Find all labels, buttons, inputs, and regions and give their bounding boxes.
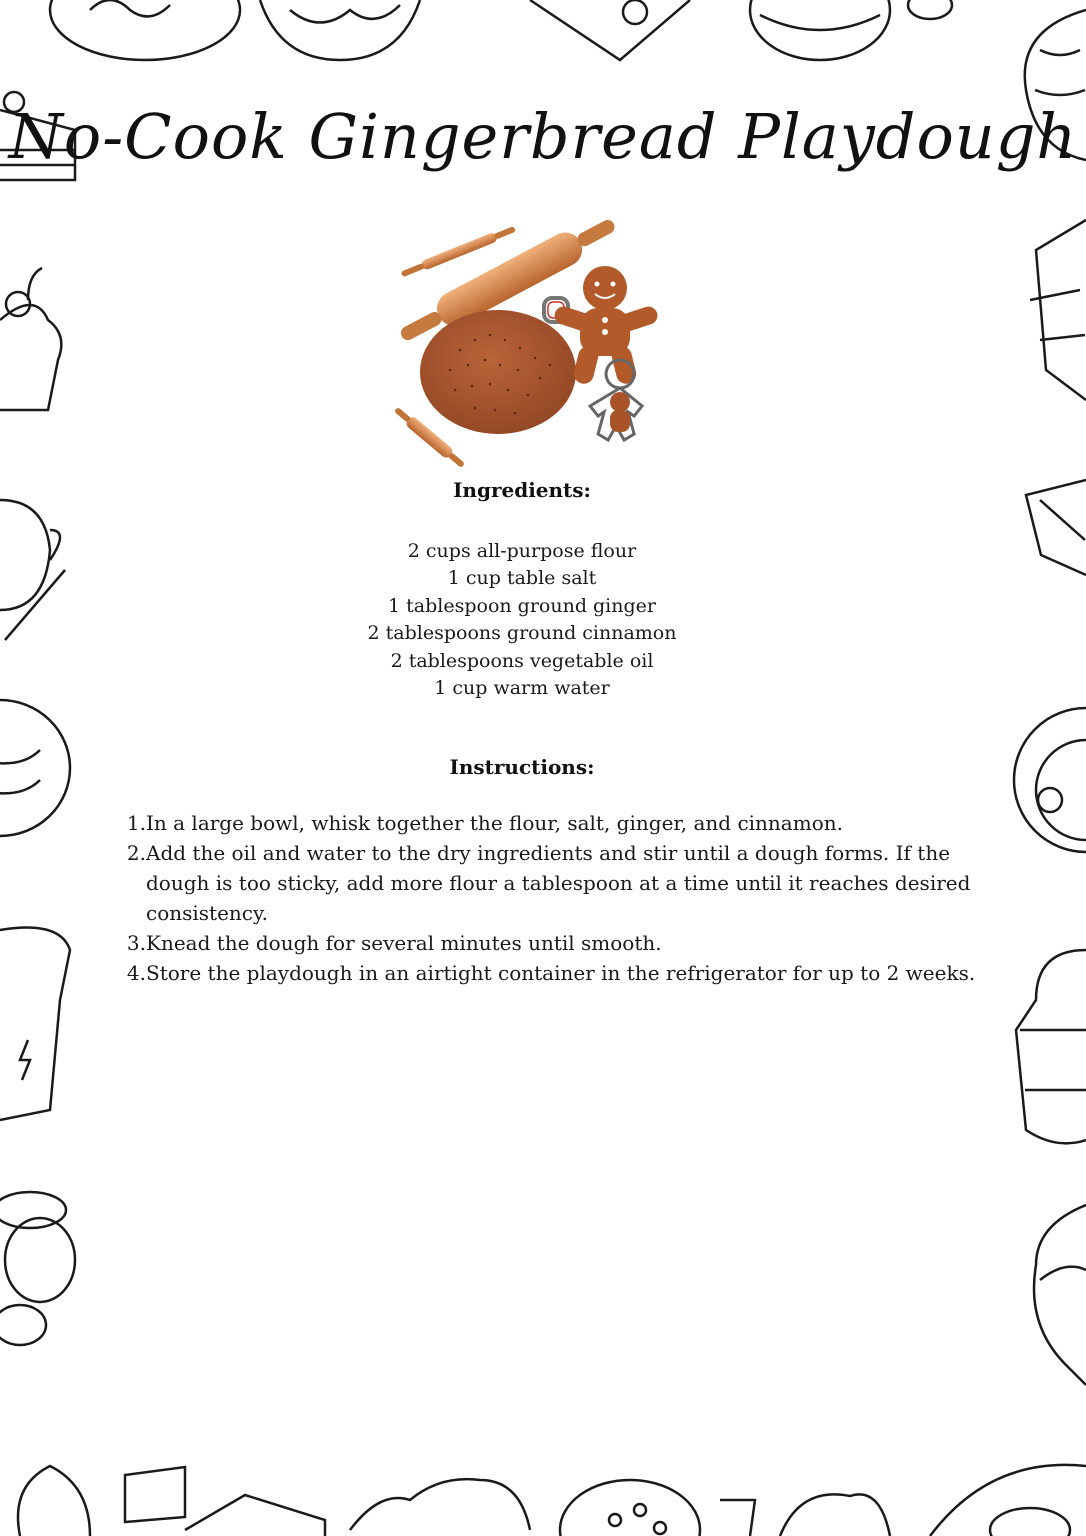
pastry-basket-sketch-icon bbox=[350, 1479, 530, 1530]
step-text: In a large bowl, whisk together the flour, salt, ginger, and cinnamon. bbox=[146, 811, 843, 835]
pie-slice-sketch-icon bbox=[530, 0, 690, 60]
instruction-step bbox=[126, 958, 986, 988]
ingredients-heading: Ingredients: bbox=[453, 478, 591, 502]
step-number: 4. bbox=[126, 961, 146, 985]
rolled-dough-icon bbox=[420, 310, 576, 434]
ingredient-item: 1 tablespoon ground ginger bbox=[388, 594, 656, 617]
step-number: 3. bbox=[126, 931, 146, 955]
ingredient-item: 2 tablespoons vegetable oil bbox=[390, 649, 654, 672]
round-plate-sketch-icon bbox=[1014, 708, 1086, 852]
ingredient-item: 2 cups all-purpose flour bbox=[407, 540, 637, 562]
bread-stack-sketch-icon bbox=[1036, 220, 1086, 400]
stacked-plates-sketch-icon bbox=[0, 1192, 66, 1228]
salad-bowl-sketch-icon bbox=[560, 1480, 700, 1536]
instructions-list bbox=[126, 808, 986, 988]
fish-plate-sketch-icon bbox=[930, 1465, 1086, 1536]
ingredients-list bbox=[0, 538, 1044, 702]
wrap-sketch-icon bbox=[0, 928, 70, 1121]
ingredient-item: 2 tablespoons ground cinnamon bbox=[367, 622, 677, 645]
step-text: Add the oil and water to the dry ingredients and stir until a dough forms. If the dough is too sticky, add more flour a tablespoon at a time until it reaches desired consistency. bbox=[146, 841, 971, 925]
instructions-heading: Instructions: bbox=[449, 755, 595, 779]
step-text: Store the playdough in an airtight container in the refrigerator for up to 2 weeks. bbox=[146, 961, 976, 985]
strawberry-sketch-icon bbox=[18, 1466, 90, 1536]
lettuce-sketch-icon bbox=[260, 0, 420, 60]
plate-sketch-icon bbox=[50, 0, 240, 60]
instruction-step bbox=[126, 838, 986, 928]
step-number: 2. bbox=[126, 841, 146, 865]
bun-sketch-icon bbox=[1034, 1205, 1086, 1385]
step-text: Knead the dough for several minutes until smooth. bbox=[146, 931, 662, 955]
jar-sketch-icon bbox=[1016, 950, 1086, 1143]
bowl-sketch-icon bbox=[750, 0, 890, 60]
gingerbread-illustration bbox=[380, 210, 670, 480]
recipe-title: No-Cook Gingerbread Playdough bbox=[8, 100, 1078, 173]
cupcake-sketch-icon bbox=[0, 305, 61, 410]
instruction-step bbox=[126, 928, 986, 958]
ingredient-item: 1 cup table salt bbox=[447, 567, 597, 590]
instruction-step bbox=[126, 808, 986, 838]
dessert-cups-sketch-icon bbox=[720, 1494, 890, 1536]
step-number: 1. bbox=[126, 811, 146, 835]
sandwich-wedge-sketch-icon bbox=[125, 1467, 185, 1522]
ingredient-item: 1 cup warm water bbox=[434, 677, 610, 700]
